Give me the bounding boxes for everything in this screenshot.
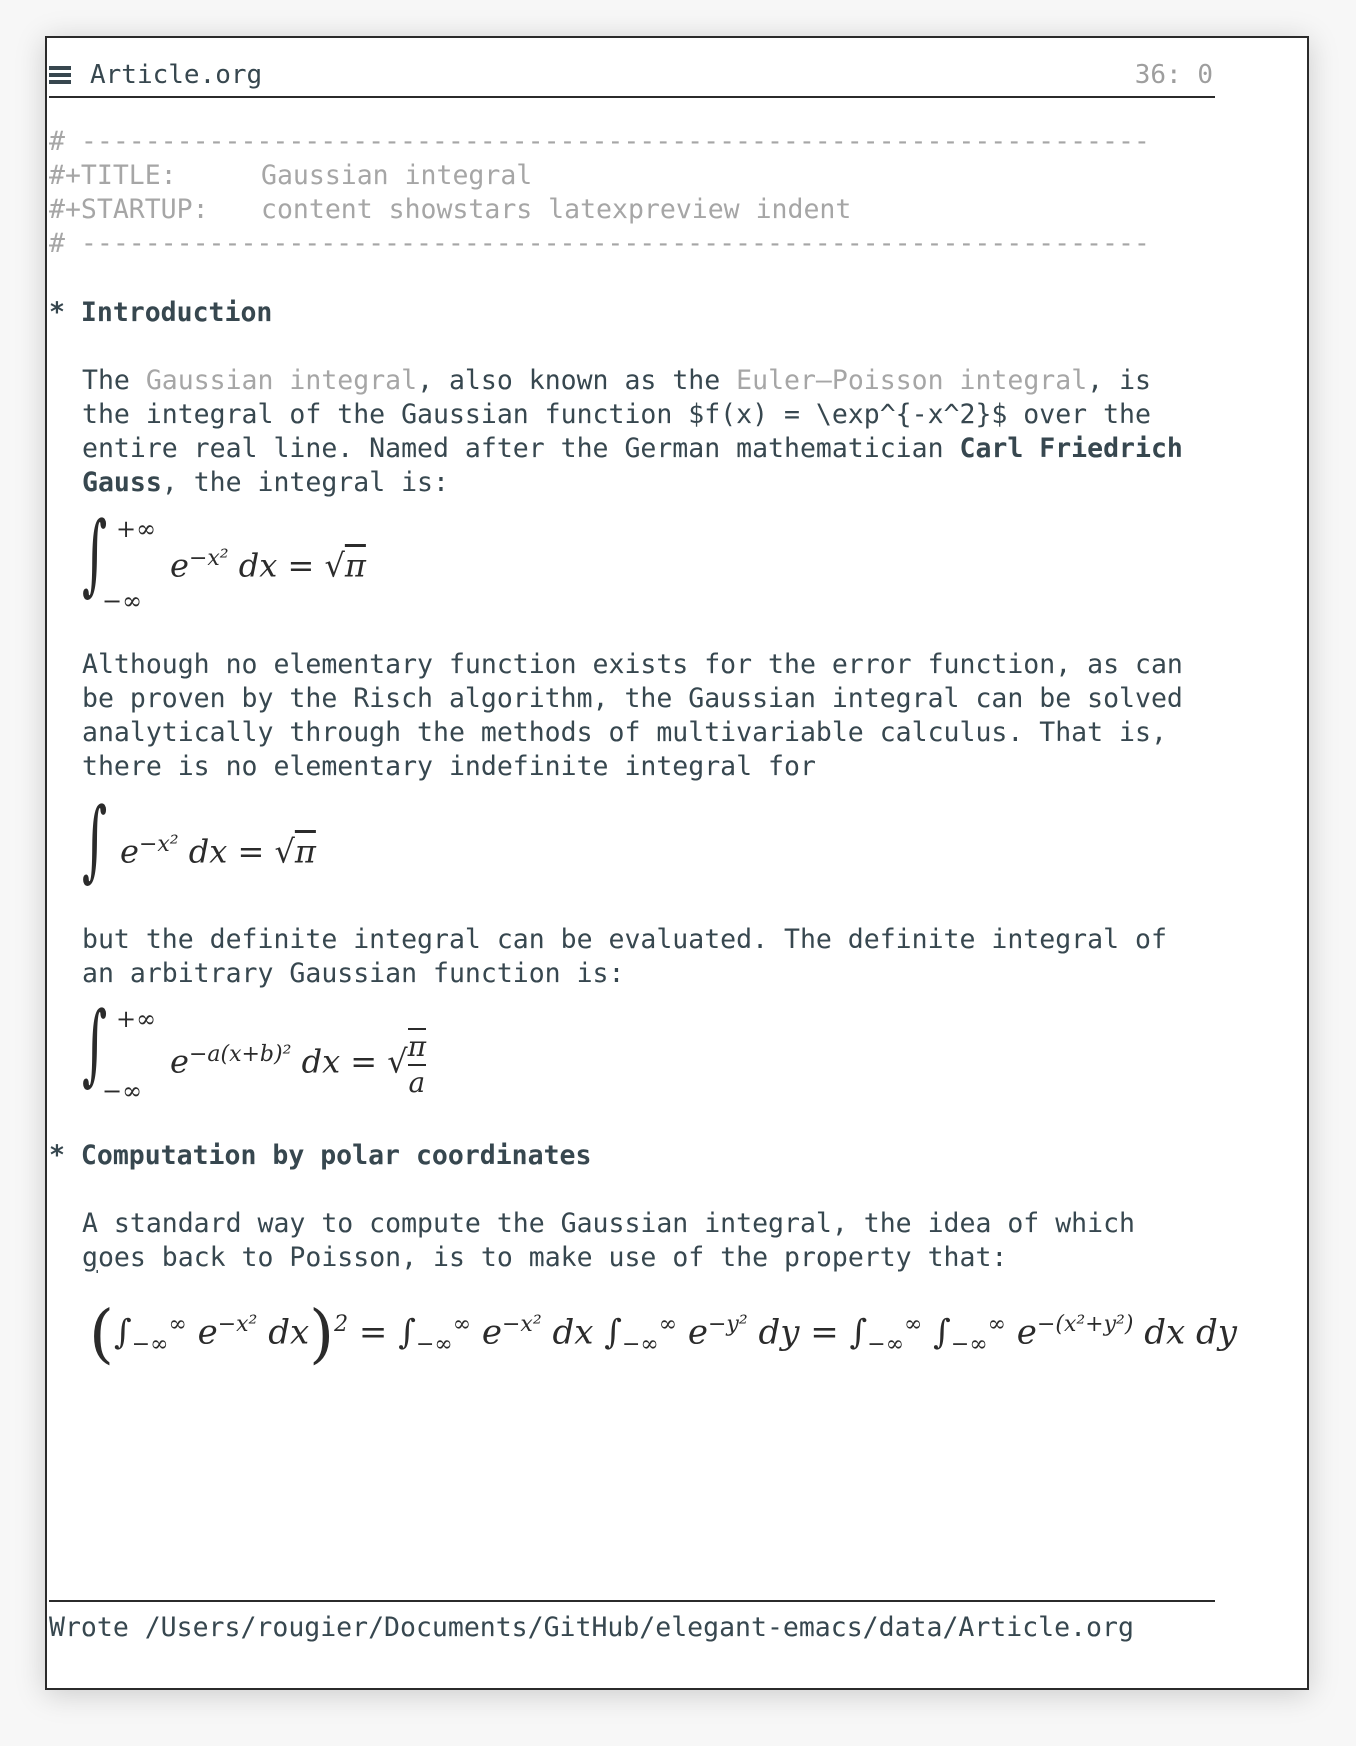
startup-value: content showstars latexpreview indent [261, 194, 852, 225]
menu-icon[interactable] [49, 66, 71, 84]
paragraph-line: an arbitrary Gaussian function is: [82, 958, 625, 989]
text-span: The [82, 365, 146, 396]
paragraph-line [82, 362, 1151, 400]
lower-limit: −∞ [102, 1077, 143, 1105]
text-span: , is [1087, 365, 1151, 396]
integrand: $e^{-a(x+b)^2}$ dx = √ $\frac{\pi}{a}$ [170, 1030, 427, 1099]
echo-message: Wrote /Users/rougier/Documents/GitHub/elegant-emacs/data/Article.org [49, 1612, 1134, 1643]
integrand: $e^{-x^2}$ dx = √π [170, 546, 366, 585]
latex-preview-equation-4 [89, 1288, 1237, 1408]
paragraph-line [82, 1239, 1007, 1277]
bold-text: Gauss [82, 467, 162, 498]
bold-text: Carl Friedrich [959, 433, 1183, 464]
upper-limit: +∞ [116, 515, 157, 543]
paragraph-line: there is no elementary indefinite integral for [82, 751, 816, 782]
link-gaussian-integral[interactable]: Gaussian integral [145, 365, 418, 396]
text-cursor[interactable]: g [82, 1242, 98, 1273]
upper-limit: +∞ [116, 1005, 157, 1033]
echo-area [49, 1600, 1215, 1648]
text-span: , the integral is: [161, 467, 449, 498]
text-span: entire real line. Named after the German mathematician [82, 433, 960, 464]
buffer-content[interactable] [49, 98, 1237, 1598]
paragraph-line: but the definite integral can be evaluated. The definite integral of [82, 924, 1167, 955]
paragraph-line [82, 430, 1183, 468]
latex-preview-equation-1 [82, 502, 402, 630]
paragraph-line: be proven by the Risch algorithm, the Gaussian integral can be solved [82, 683, 1183, 714]
header-line [49, 56, 1215, 98]
comment-rule-top: # ------------------------------------------------------------------- [49, 126, 1150, 157]
title-value: Gaussian integral [261, 160, 533, 191]
lower-limit: −∞ [102, 587, 143, 615]
latex-preview-equation-2 [82, 788, 382, 896]
paragraph-line: Although no elementary function exists for the error function, as can [82, 649, 1183, 680]
paragraph-line: analytically through the methods of multivariable calculus. That is, [82, 717, 1167, 748]
paragraph-line: the integral of the Gaussian function $f(x) = \exp^{-x^2}$ over the [82, 399, 1151, 430]
comment-rule-bottom: # ------------------------------------------------------------------- [49, 228, 1150, 259]
cursor-position: 36: 0 [1134, 60, 1213, 90]
heading-introduction[interactable]: * Introduction [49, 297, 273, 328]
latex-preview-equation-3 [82, 992, 502, 1120]
text-span: , also known as the [417, 365, 737, 396]
link-euler-poisson[interactable]: Euler—Poisson integral [736, 365, 1088, 396]
title-key: #+TITLE: [49, 160, 177, 191]
integral-sign: ∫ [82, 788, 108, 891]
buffer-name: Article.org [90, 60, 263, 90]
text-span: oes back to Poisson, is to make use of the property that: [97, 1242, 1008, 1273]
title-keyword-line [49, 157, 177, 195]
integral-sign: ∫ [82, 502, 108, 605]
heading-polar-coordinates[interactable]: * Computation by polar coordinates [49, 1140, 592, 1171]
paragraph-line [82, 464, 449, 502]
integrand: $e^{-x^2}$ dx = √π [120, 832, 316, 871]
integral-sign: ∫ [82, 992, 108, 1095]
polar-identity: ($\int_{-\infty}^\infty$ $e^{-x^2}$ $dx)^2 = \int_{-\infty}^\infty$ $e^{-x^2}$ dx $\int_{-\infty}^\infty$ $e^{-y^2}$ dy = $\int_{-\infty}^\infty$ $\int_{-\infty}^\infty$ $e^{-(x^2+y^2)}$ dx dy [89, 1297, 1237, 1372]
paragraph-line: A standard way to compute the Gaussian integral, the idea of which [82, 1208, 1135, 1239]
startup-key: #+STARTUP: [49, 194, 209, 225]
